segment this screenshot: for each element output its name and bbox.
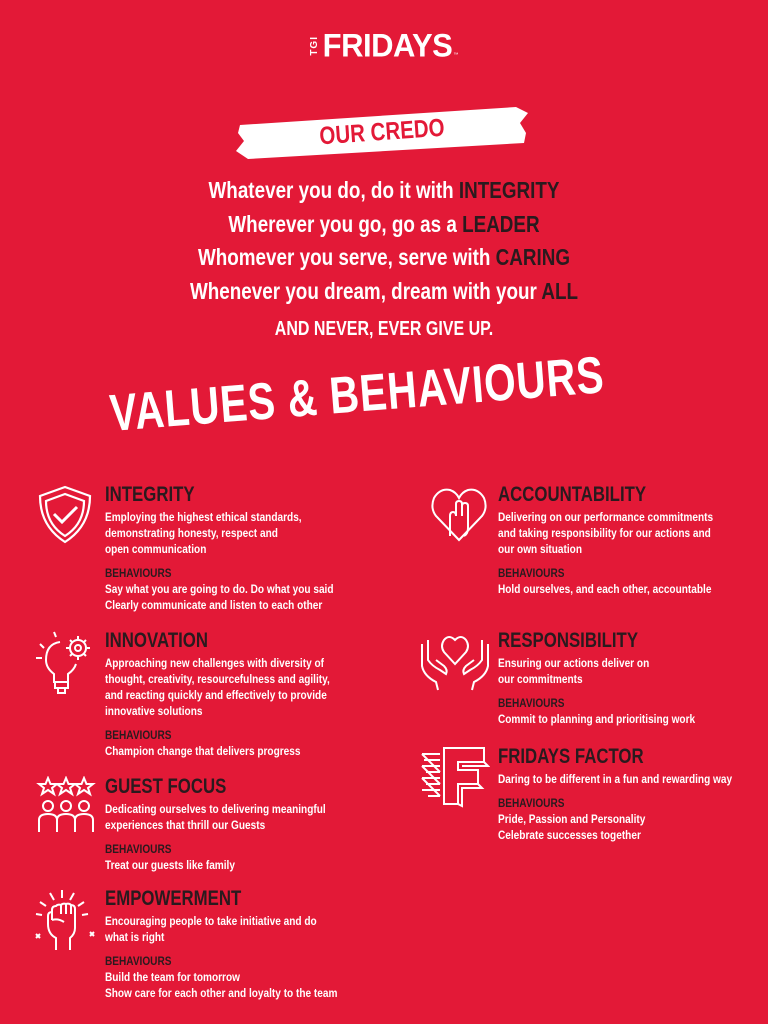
hands-heart-icon bbox=[418, 630, 492, 692]
value-title: INTEGRITY bbox=[105, 483, 195, 506]
behaviours-label: BEHAVIOURS bbox=[498, 796, 565, 810]
raised-fist-icon bbox=[30, 888, 98, 954]
value-title: EMPOWERMENT bbox=[105, 887, 242, 910]
value-title: ACCOUNTABILITY bbox=[498, 483, 647, 506]
hand-heart-icon bbox=[428, 484, 490, 546]
credo-line: Wherever you go, go as a LEADER bbox=[228, 210, 540, 237]
tgi-fridays-logo bbox=[0, 28, 768, 64]
credo-line: Whenever you dream, dream with your ALL bbox=[189, 277, 579, 304]
credo-line: Whomever you serve, serve with CARING bbox=[197, 244, 571, 270]
value-title: INNOVATION bbox=[105, 629, 208, 652]
lightbulb-gear-icon bbox=[34, 630, 96, 698]
value-title: FRIDAYS FACTOR bbox=[498, 745, 644, 768]
credo-final: AND NEVER, EVER GIVE UP. bbox=[274, 318, 494, 340]
credo-lines bbox=[0, 174, 768, 308]
behaviours-label: BEHAVIOURS bbox=[498, 696, 565, 710]
behaviours-label: BEHAVIOURS bbox=[498, 566, 565, 580]
behaviours-label: BEHAVIOURS bbox=[105, 842, 172, 856]
values-behaviours-title: VALUES & BEHAVIOURS bbox=[107, 346, 607, 443]
behaviours-label: BEHAVIOURS bbox=[105, 728, 172, 742]
credo-banner bbox=[234, 103, 530, 161]
value-title: GUEST FOCUS bbox=[105, 775, 227, 798]
fridays-f-icon bbox=[420, 746, 490, 808]
logo-name: FRIDAYS bbox=[322, 27, 453, 64]
credo-heading: OUR CREDO bbox=[318, 113, 446, 150]
shield-check-icon bbox=[34, 484, 96, 546]
logo-tgi: TGI bbox=[308, 36, 320, 56]
behaviours-label: BEHAVIOURS bbox=[105, 566, 172, 580]
credo-line: Whatever you do, do it with INTEGRITY bbox=[208, 177, 560, 203]
behaviours-label: BEHAVIOURS bbox=[105, 954, 172, 968]
logo-trademark: ™ bbox=[453, 52, 459, 58]
value-title: RESPONSIBILITY bbox=[498, 629, 639, 652]
guests-stars-icon bbox=[34, 776, 98, 836]
